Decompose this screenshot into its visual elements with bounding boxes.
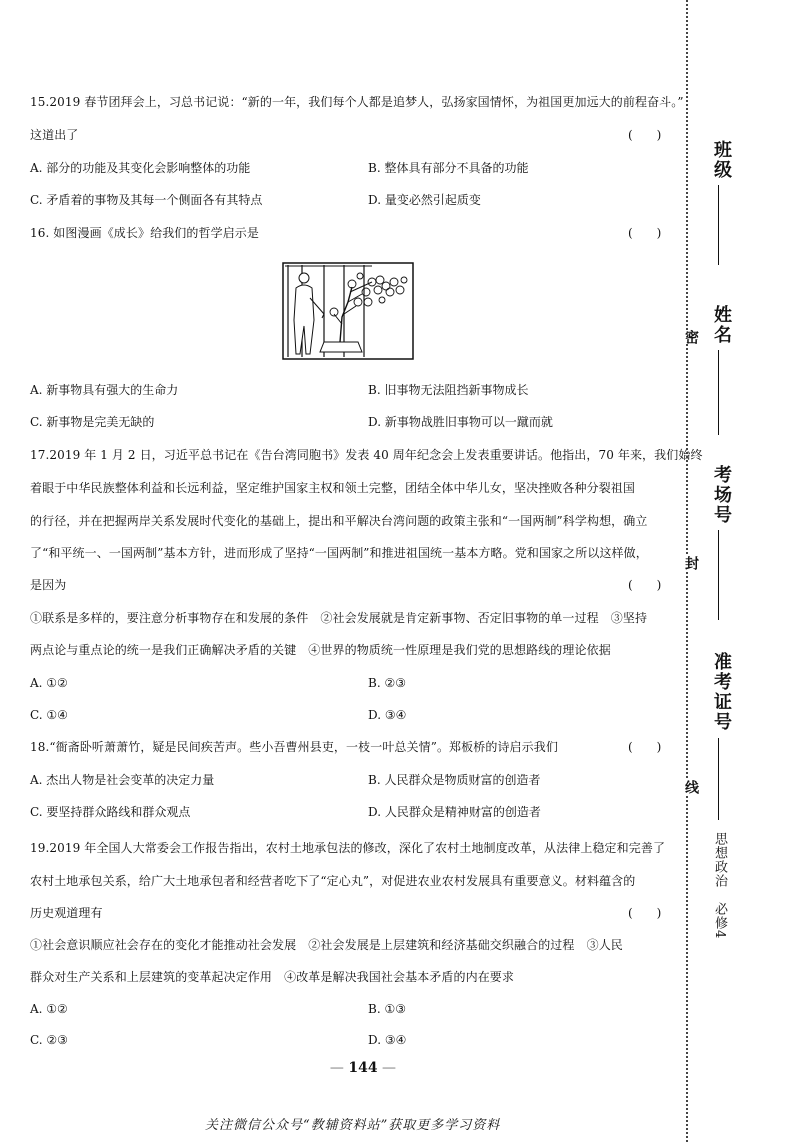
close-mark: 封 xyxy=(683,556,699,570)
q19-statements-line-2: 群众对生产关系和上层建筑的变革起决定作用 ④改革是解决我国社会基本矛盾的内在要求 xyxy=(30,970,515,984)
footer-note: 关注微信公众号“教辅资料站”获取更多学习资料 xyxy=(205,1118,501,1133)
q17-option-a[interactable]: A. ①② xyxy=(30,676,68,690)
seal-mark: 密 xyxy=(683,330,699,344)
q17-answer-blank[interactable]: ( ) xyxy=(628,578,662,592)
admission-number-fill-line xyxy=(718,738,719,820)
q16-option-d[interactable]: D. 新事物战胜旧事物可以一蹴而就 xyxy=(368,415,553,429)
q15-option-b[interactable]: B. 整体具有部分不具备的功能 xyxy=(368,161,529,175)
q17-option-d[interactable]: D. ③④ xyxy=(368,708,407,722)
q19-stem-line-1: 19.2019 年全国人大常委会工作报告指出，农村土地承包法的修改，深化了农村土地制度改革，从法律上稳定和完善了 xyxy=(30,841,666,855)
q17-statements-line-2: 两点论与重点论的统一是我们正确解决矛盾的关键 ④世界的物质统一性原理是我们党的思想路线的理论依据 xyxy=(30,643,611,657)
question-18 xyxy=(30,739,670,829)
q16-option-c[interactable]: C. 新事物是完美无缺的 xyxy=(30,415,155,429)
q19-option-d[interactable]: D. ③④ xyxy=(368,1033,407,1047)
exam-room-label: 考场号 xyxy=(711,465,732,525)
q17-option-b[interactable]: B. ②③ xyxy=(368,676,406,690)
q16-answer-blank[interactable]: ( ) xyxy=(628,226,662,240)
q18-option-d[interactable]: D. 人民群众是精神财富的创造者 xyxy=(368,805,541,819)
q17-stem-line-4: 了“和平统一、一国两制”基本方针，进而形成了坚持“一国两制”和推进祖国统一基本方略。党和国家之所以这样做， xyxy=(30,546,648,560)
question-19 xyxy=(30,840,670,1050)
q19-stem-line-3: 历史观道理有 xyxy=(30,906,103,920)
exam-room-fill-line xyxy=(718,530,719,620)
q18-option-c[interactable]: C. 要坚持群众路线和群众观点 xyxy=(30,805,191,819)
q19-statements-line-1: ①社会意识顺应社会存在的变化才能推动社会发展 ②社会发展是上层建筑和经济基础交织融合的过程 ③人民 xyxy=(30,938,623,952)
question-17 xyxy=(30,447,703,727)
q19-option-a[interactable]: A. ①② xyxy=(30,1002,68,1016)
q19-option-c[interactable]: C. ②③ xyxy=(30,1033,68,1047)
name-label: 姓名 xyxy=(711,305,732,345)
q15-option-a[interactable]: A. 部分的功能及其变化会影响整体的功能 xyxy=(30,161,251,175)
q15-option-d[interactable]: D. 量变必然引起质变 xyxy=(368,193,481,207)
q17-stem-line-2: 着眼于中华民族整体利益和长远利益，坚定维护国家主权和领土完整，团结全体中华儿女，坚决挫败各种分裂祖国 xyxy=(30,481,636,495)
q17-option-c[interactable]: C. ①④ xyxy=(30,708,68,722)
q15-stem-line-1: 15.2019 春节团拜会上，习总书记说：“新的一年，我们每个人都是追梦人，弘扬家国情怀，为祖国更加远大的前程奋斗。” xyxy=(30,95,684,109)
q17-statements-line-1: ①联系是多样的，要注意分析事物存在和发展的条件 ②社会发展就是肯定新事物、否定旧事物的单一过程 ③坚持 xyxy=(30,611,648,625)
name-fill-line xyxy=(718,350,719,435)
question-15 xyxy=(30,94,684,214)
class-fill-line xyxy=(718,185,719,265)
q19-answer-blank[interactable]: ( ) xyxy=(628,906,662,920)
q15-stem-line-2: 这道出了 xyxy=(30,128,79,142)
q15-answer-blank[interactable]: ( ) xyxy=(628,128,662,142)
q15-option-c[interactable]: C. 矛盾着的事物及其每一个侧面各有其特点 xyxy=(30,193,263,207)
subject-label: 思想政治 必修4 xyxy=(712,832,727,940)
q18-stem-line-1: 18.“衙斋卧听萧萧竹，疑是民间疾苦声。些小吾曹州县吏，一枝一叶总关情”。郑板桥的诗启示我们 xyxy=(30,740,558,754)
q16-stem-line-1: 16. 如图漫画《成长》给我们的哲学启示是 xyxy=(30,226,259,240)
q19-stem-line-2: 农村土地承包关系，给广大土地承包者和经营者吃下了“定心丸”，对促进农业农村发展具有重要意义。材料蕴含的 xyxy=(30,874,636,888)
class-label: 班级 xyxy=(711,140,732,180)
line-mark: 线 xyxy=(683,780,699,794)
q18-option-a[interactable]: A. 杰出人物是社会变革的决定力量 xyxy=(30,773,215,787)
q18-answer-blank[interactable]: ( ) xyxy=(628,740,662,754)
q17-stem-line-1: 17.2019 年 1 月 2 日，习近平总书记在《告台湾同胞书》发表 40 周年纪念会上发表重要讲话。他指出，70 年来，我们始终 xyxy=(30,448,703,462)
q19-option-b[interactable]: B. ①③ xyxy=(368,1002,406,1016)
growth-cartoon-illustration xyxy=(282,262,414,360)
q17-stem-line-3: 的行径，并在把握两岸关系发展时代变化的基础上，提出和平解决台湾问题的政策主张和“一国两制”科学构想，确立 xyxy=(30,514,648,528)
q17-stem-line-5: 是因为 xyxy=(30,578,67,592)
q18-option-b[interactable]: B. 人民群众是物质财富的创造者 xyxy=(368,773,541,787)
question-16 xyxy=(30,225,670,245)
q16-option-b[interactable]: B. 旧事物无法阻挡新事物成长 xyxy=(368,383,529,397)
q16-option-a[interactable]: A. 新事物具有强大的生命力 xyxy=(30,383,179,397)
question-16-options xyxy=(30,382,670,432)
page-number: — 144 — xyxy=(329,1060,397,1076)
admission-number-label: 准考证号 xyxy=(711,652,732,732)
binding-dotted-line xyxy=(686,0,688,1142)
page-number-value: 144 xyxy=(348,1060,378,1076)
